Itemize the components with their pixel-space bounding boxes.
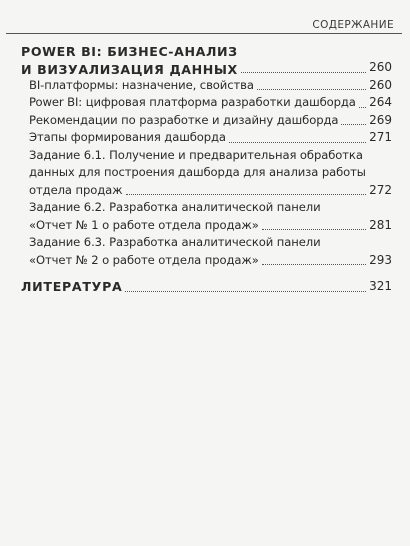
toc-entry xyxy=(29,129,392,147)
leader-dots xyxy=(126,194,367,195)
entry-title: Рекомендации по разработке и дизайну дашборда xyxy=(29,112,339,127)
task-6-3-line-1: Задание 6.3. Разработка аналитической панели xyxy=(29,235,321,249)
header-rule xyxy=(6,33,402,34)
table-of-contents xyxy=(21,44,392,296)
leader-dots xyxy=(125,291,366,292)
entry-title: BI-платформы: назначение, свойства xyxy=(29,77,254,92)
part-title-line-2: И ВИЗУАЛИЗАЦИЯ ДАННЫХ xyxy=(21,61,238,77)
leader-dots xyxy=(359,107,366,108)
leader-dots xyxy=(229,142,366,143)
leader-dots xyxy=(257,89,366,90)
page-number: 264 xyxy=(369,95,392,109)
toc-entry-task-6-2 xyxy=(29,217,392,235)
page-number: 272 xyxy=(369,182,392,197)
page-number: 271 xyxy=(369,130,392,144)
part-title-line-1: POWER BI: БИЗНЕС-АНАЛИЗ xyxy=(21,44,238,59)
leader-dots xyxy=(241,72,366,73)
toc-entry xyxy=(29,112,392,130)
entry-title: Power BI: цифровая платформа разработки дашборда xyxy=(29,95,356,109)
task-6-1-line-3: отдела продаж xyxy=(29,182,123,197)
leader-dots xyxy=(341,124,366,125)
entry-title: Этапы формирования дашборда xyxy=(29,130,226,144)
page-number: 293 xyxy=(369,252,392,267)
running-head: СОДЕРЖАНИЕ xyxy=(312,19,394,31)
toc-entry-literature xyxy=(21,278,392,296)
page-number: 260 xyxy=(369,77,392,92)
toc-entry-task-6-1 xyxy=(29,182,392,200)
task-6-1-line-2: данных для построения дашборда для анализа работы xyxy=(29,165,366,179)
task-6-3-line-2: «Отчет № 2 о работе отдела продаж» xyxy=(29,252,259,267)
leader-dots xyxy=(262,264,366,265)
part-title-entry xyxy=(21,59,392,77)
toc-entry-task-6-3 xyxy=(29,252,392,270)
literature-title: ЛИТЕРАТУРА xyxy=(21,279,123,294)
page-number: 269 xyxy=(369,112,392,127)
page-number: 260 xyxy=(369,60,392,74)
page-number: 321 xyxy=(369,279,392,293)
task-6-1-line-1: Задание 6.1. Получение и предварительная обработка xyxy=(29,147,363,162)
leader-dots xyxy=(262,229,366,230)
toc-entry xyxy=(29,77,392,95)
page-number: 281 xyxy=(369,217,392,232)
toc-entry xyxy=(29,94,392,112)
task-6-2-line-1: Задание 6.2. Разработка аналитической панели xyxy=(29,200,321,214)
task-6-2-line-2: «Отчет № 1 о работе отдела продаж» xyxy=(29,217,259,232)
